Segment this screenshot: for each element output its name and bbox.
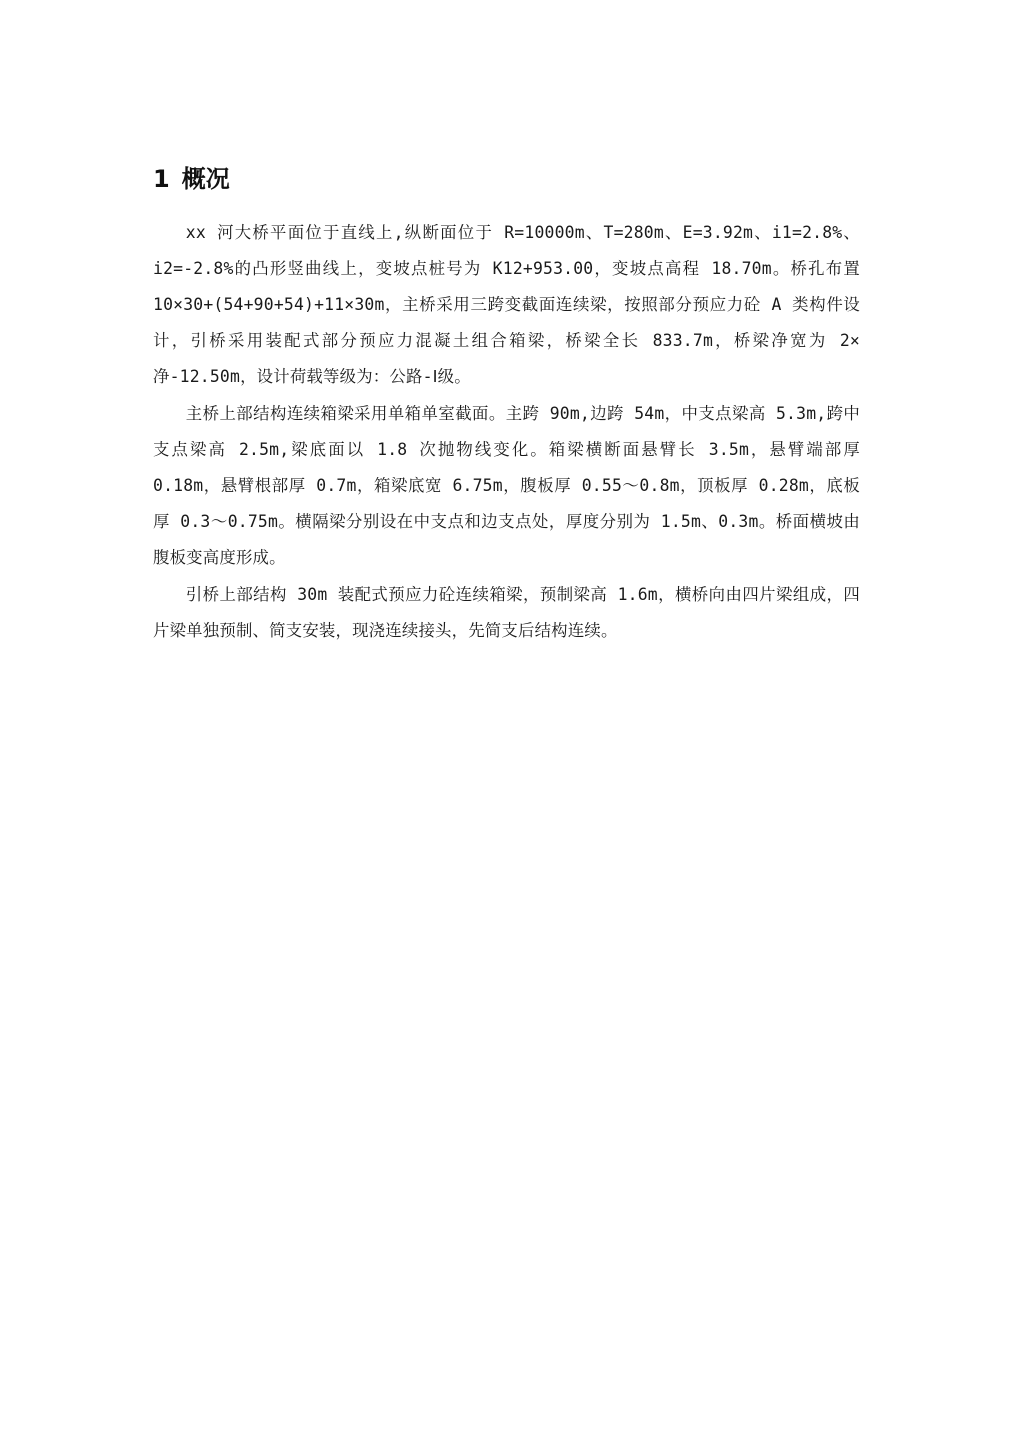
section-title: 概况: [181, 165, 230, 193]
paragraph-approach-bridge: 引桥上部结构 30m 装配式预应力砼连续箱梁，预制梁高 1.6m，横桥向由四片梁组成，四片梁单独预制、简支安装，现浇连续接头，先简支后结构连续。: [153, 585, 860, 640]
paragraph-overview: xx 河大桥平面位于直线上,纵断面位于 R=10000m、T=280m、E=3.92m、i1=2.8%、i2=-2.8%的凸形竖曲线上，变坡点桩号为 K12+953.00，变坡点高程 18.70m。桥孔布置 10×30+(54+90+54)+11×30m，主桥采用三跨变截面连续梁，按照部分预应力砼 A 类构件设计，引桥采用装配式部分预应力混凝土组合箱梁，桥梁全长 833.7m，桥梁净宽为 2×净-12.50m，设计荷载等级为：公路-Ⅰ级。: [153, 223, 860, 386]
section-heading: [153, 160, 230, 198]
section-number: 1: [153, 165, 170, 193]
section-body: [153, 215, 860, 650]
paragraph-main-bridge: 主桥上部结构连续箱梁采用单箱单室截面。主跨 90m,边跨 54m，中支点梁高 5.3m,跨中支点梁高 2.5m,梁底面以 1.8 次抛物线变化。箱梁横断面悬臂长 3.5m，悬臂端部厚 0.18m，悬臂根部厚 0.7m，箱梁底宽 6.75m，腹板厚 0.55～0.8m，顶板厚 0.28m，底板厚 0.3～0.75m。横隔梁分别设在中支点和边支点处，厚度分别为 1.5m、0.3m。桥面横坡由腹板变高度形成。: [153, 404, 860, 567]
